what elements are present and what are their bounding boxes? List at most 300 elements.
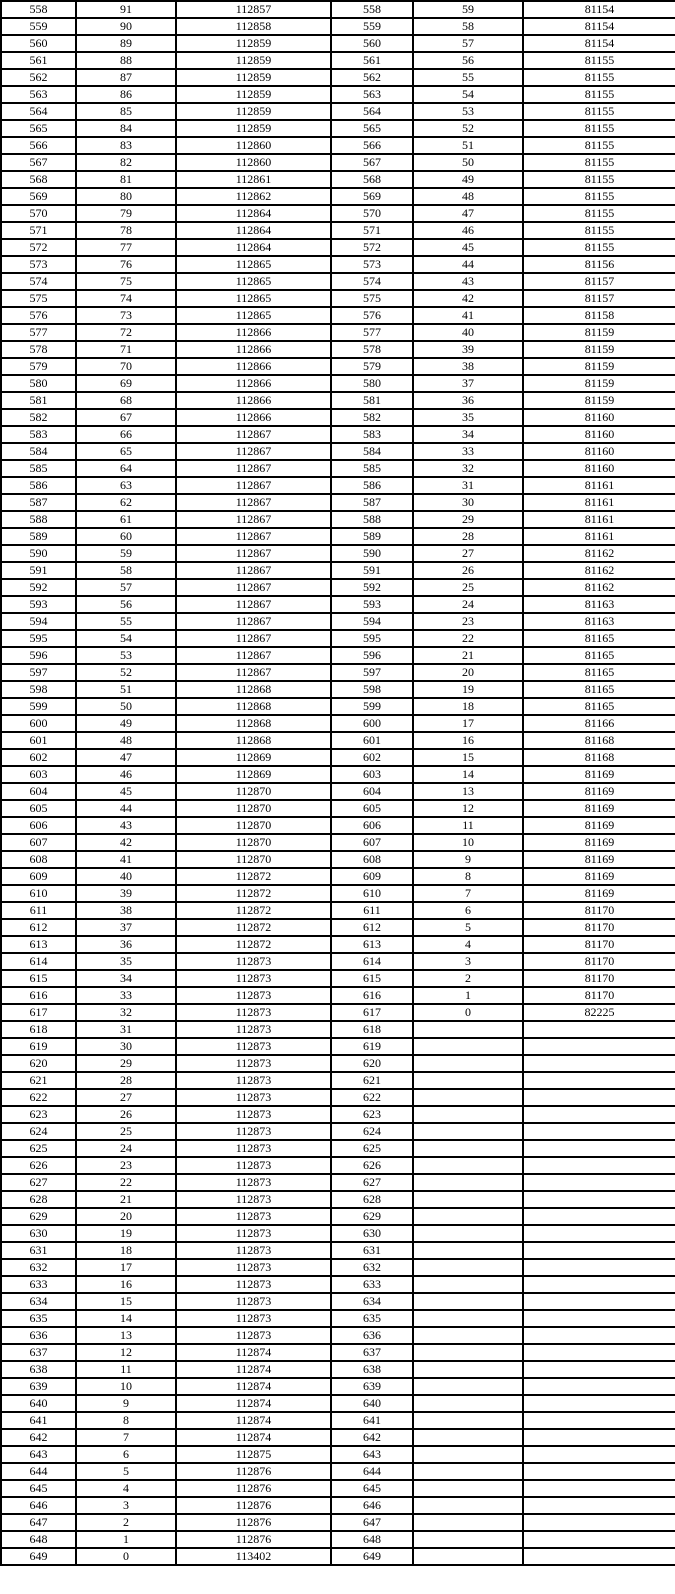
right-score-cell: 614 bbox=[331, 953, 413, 970]
right-cumulative-cell: 81162 bbox=[523, 545, 675, 562]
left-score-cell: 612 bbox=[1, 919, 76, 936]
right-score-cell: 573 bbox=[331, 256, 413, 273]
table-row bbox=[1, 953, 675, 970]
left-score-cell: 591 bbox=[1, 562, 76, 579]
right-count-cell: 18 bbox=[413, 698, 523, 715]
right-score-cell: 644 bbox=[331, 1463, 413, 1480]
right-score-cell: 606 bbox=[331, 817, 413, 834]
right-cumulative-cell bbox=[523, 1242, 675, 1259]
right-count-cell: 10 bbox=[413, 834, 523, 851]
left-cumulative-cell: 112876 bbox=[176, 1480, 331, 1497]
left-score-cell: 621 bbox=[1, 1072, 76, 1089]
table-row bbox=[1, 273, 675, 290]
right-cumulative-cell bbox=[523, 1038, 675, 1055]
right-score-cell: 624 bbox=[331, 1123, 413, 1140]
left-score-cell: 589 bbox=[1, 528, 76, 545]
table-row bbox=[1, 1021, 675, 1038]
left-count-cell: 61 bbox=[76, 511, 176, 528]
right-score-cell: 574 bbox=[331, 273, 413, 290]
table-row bbox=[1, 1327, 675, 1344]
right-score-cell: 572 bbox=[331, 239, 413, 256]
right-count-cell: 6 bbox=[413, 902, 523, 919]
right-count-cell: 58 bbox=[413, 18, 523, 35]
right-score-cell: 604 bbox=[331, 783, 413, 800]
right-cumulative-cell: 81162 bbox=[523, 562, 675, 579]
left-count-cell: 24 bbox=[76, 1140, 176, 1157]
right-score-cell: 565 bbox=[331, 120, 413, 137]
right-count-cell: 32 bbox=[413, 460, 523, 477]
left-cumulative-cell: 112860 bbox=[176, 154, 331, 171]
right-count-cell: 55 bbox=[413, 69, 523, 86]
right-count-cell: 48 bbox=[413, 188, 523, 205]
right-cumulative-cell bbox=[523, 1463, 675, 1480]
left-count-cell: 33 bbox=[76, 987, 176, 1004]
right-score-cell: 640 bbox=[331, 1395, 413, 1412]
left-score-cell: 587 bbox=[1, 494, 76, 511]
right-cumulative-cell: 81155 bbox=[523, 52, 675, 69]
right-score-cell: 581 bbox=[331, 392, 413, 409]
left-count-cell: 65 bbox=[76, 443, 176, 460]
right-count-cell: 14 bbox=[413, 766, 523, 783]
left-count-cell: 12 bbox=[76, 1344, 176, 1361]
right-score-cell: 568 bbox=[331, 171, 413, 188]
left-count-cell: 72 bbox=[76, 324, 176, 341]
right-count-cell bbox=[413, 1055, 523, 1072]
left-count-cell: 39 bbox=[76, 885, 176, 902]
left-cumulative-cell: 112873 bbox=[176, 1004, 331, 1021]
table-row bbox=[1, 1480, 675, 1497]
left-cumulative-cell: 112865 bbox=[176, 290, 331, 307]
table-row bbox=[1, 1225, 675, 1242]
left-count-cell: 26 bbox=[76, 1106, 176, 1123]
left-score-cell: 593 bbox=[1, 596, 76, 613]
table-row bbox=[1, 443, 675, 460]
right-score-cell: 642 bbox=[331, 1429, 413, 1446]
left-score-cell: 574 bbox=[1, 273, 76, 290]
table-row bbox=[1, 1191, 675, 1208]
right-cumulative-cell: 81168 bbox=[523, 749, 675, 766]
right-cumulative-cell: 81157 bbox=[523, 290, 675, 307]
right-score-cell: 600 bbox=[331, 715, 413, 732]
left-count-cell: 30 bbox=[76, 1038, 176, 1055]
left-score-cell: 596 bbox=[1, 647, 76, 664]
left-cumulative-cell: 112875 bbox=[176, 1446, 331, 1463]
right-cumulative-cell bbox=[523, 1310, 675, 1327]
right-cumulative-cell: 81165 bbox=[523, 630, 675, 647]
left-score-cell: 600 bbox=[1, 715, 76, 732]
right-count-cell: 0 bbox=[413, 1004, 523, 1021]
left-count-cell: 71 bbox=[76, 341, 176, 358]
left-score-cell: 624 bbox=[1, 1123, 76, 1140]
right-cumulative-cell: 81169 bbox=[523, 783, 675, 800]
left-cumulative-cell: 112869 bbox=[176, 749, 331, 766]
right-cumulative-cell: 81155 bbox=[523, 86, 675, 103]
left-count-cell: 78 bbox=[76, 222, 176, 239]
left-cumulative-cell: 112859 bbox=[176, 103, 331, 120]
right-score-cell: 612 bbox=[331, 919, 413, 936]
left-score-cell: 573 bbox=[1, 256, 76, 273]
right-score-cell: 608 bbox=[331, 851, 413, 868]
right-score-cell: 610 bbox=[331, 885, 413, 902]
left-cumulative-cell: 112866 bbox=[176, 324, 331, 341]
right-score-cell: 592 bbox=[331, 579, 413, 596]
table-row bbox=[1, 647, 675, 664]
right-cumulative-cell bbox=[523, 1327, 675, 1344]
right-count-cell bbox=[413, 1259, 523, 1276]
right-cumulative-cell: 81160 bbox=[523, 460, 675, 477]
left-count-cell: 58 bbox=[76, 562, 176, 579]
left-score-cell: 560 bbox=[1, 35, 76, 52]
left-score-cell: 615 bbox=[1, 970, 76, 987]
left-cumulative-cell: 112873 bbox=[176, 1072, 331, 1089]
right-cumulative-cell: 81155 bbox=[523, 222, 675, 239]
right-score-cell: 571 bbox=[331, 222, 413, 239]
left-score-cell: 626 bbox=[1, 1157, 76, 1174]
left-cumulative-cell: 112873 bbox=[176, 1157, 331, 1174]
table-row bbox=[1, 494, 675, 511]
left-count-cell: 84 bbox=[76, 120, 176, 137]
right-count-cell: 12 bbox=[413, 800, 523, 817]
left-count-cell: 29 bbox=[76, 1055, 176, 1072]
left-score-cell: 627 bbox=[1, 1174, 76, 1191]
left-score-cell: 570 bbox=[1, 205, 76, 222]
right-cumulative-cell: 81169 bbox=[523, 834, 675, 851]
table-row bbox=[1, 120, 675, 137]
left-score-cell: 575 bbox=[1, 290, 76, 307]
right-score-cell: 616 bbox=[331, 987, 413, 1004]
left-cumulative-cell: 112859 bbox=[176, 120, 331, 137]
left-count-cell: 63 bbox=[76, 477, 176, 494]
right-cumulative-cell: 81154 bbox=[523, 35, 675, 52]
left-count-cell: 20 bbox=[76, 1208, 176, 1225]
left-cumulative-cell: 112870 bbox=[176, 834, 331, 851]
left-count-cell: 1 bbox=[76, 1531, 176, 1548]
left-count-cell: 34 bbox=[76, 970, 176, 987]
right-score-cell: 560 bbox=[331, 35, 413, 52]
table-row bbox=[1, 1310, 675, 1327]
table-row bbox=[1, 681, 675, 698]
left-cumulative-cell: 112868 bbox=[176, 681, 331, 698]
right-count-cell bbox=[413, 1514, 523, 1531]
left-cumulative-cell: 112873 bbox=[176, 1293, 331, 1310]
left-cumulative-cell: 112867 bbox=[176, 664, 331, 681]
table-row bbox=[1, 290, 675, 307]
left-cumulative-cell: 112870 bbox=[176, 800, 331, 817]
left-score-cell: 607 bbox=[1, 834, 76, 851]
table-row bbox=[1, 1361, 675, 1378]
right-cumulative-cell bbox=[523, 1208, 675, 1225]
left-score-cell: 647 bbox=[1, 1514, 76, 1531]
right-count-cell bbox=[413, 1038, 523, 1055]
left-score-cell: 582 bbox=[1, 409, 76, 426]
right-cumulative-cell: 81154 bbox=[523, 1, 675, 18]
table-row bbox=[1, 1412, 675, 1429]
right-cumulative-cell: 81157 bbox=[523, 273, 675, 290]
left-count-cell: 87 bbox=[76, 69, 176, 86]
right-count-cell: 27 bbox=[413, 545, 523, 562]
right-cumulative-cell: 81155 bbox=[523, 239, 675, 256]
left-count-cell: 10 bbox=[76, 1378, 176, 1395]
left-cumulative-cell: 112873 bbox=[176, 953, 331, 970]
right-count-cell: 36 bbox=[413, 392, 523, 409]
left-score-cell: 604 bbox=[1, 783, 76, 800]
right-count-cell bbox=[413, 1480, 523, 1497]
right-count-cell: 46 bbox=[413, 222, 523, 239]
left-count-cell: 16 bbox=[76, 1276, 176, 1293]
right-count-cell bbox=[413, 1327, 523, 1344]
left-score-cell: 597 bbox=[1, 664, 76, 681]
right-score-cell: 648 bbox=[331, 1531, 413, 1548]
left-cumulative-cell: 112866 bbox=[176, 375, 331, 392]
right-cumulative-cell: 81155 bbox=[523, 103, 675, 120]
table-row bbox=[1, 1, 675, 18]
right-cumulative-cell: 81163 bbox=[523, 596, 675, 613]
table-row bbox=[1, 392, 675, 409]
left-cumulative-cell: 112872 bbox=[176, 919, 331, 936]
left-count-cell: 83 bbox=[76, 137, 176, 154]
left-cumulative-cell: 112867 bbox=[176, 579, 331, 596]
left-cumulative-cell: 112873 bbox=[176, 987, 331, 1004]
left-count-cell: 85 bbox=[76, 103, 176, 120]
right-cumulative-cell: 81158 bbox=[523, 307, 675, 324]
left-score-cell: 606 bbox=[1, 817, 76, 834]
left-cumulative-cell: 112867 bbox=[176, 545, 331, 562]
right-score-cell: 595 bbox=[331, 630, 413, 647]
table-row bbox=[1, 596, 675, 613]
table-row bbox=[1, 613, 675, 630]
right-cumulative-cell: 81155 bbox=[523, 69, 675, 86]
left-count-cell: 0 bbox=[76, 1548, 176, 1565]
right-score-cell: 580 bbox=[331, 375, 413, 392]
right-score-cell: 583 bbox=[331, 426, 413, 443]
table-row bbox=[1, 1531, 675, 1548]
left-count-cell: 44 bbox=[76, 800, 176, 817]
left-score-cell: 565 bbox=[1, 120, 76, 137]
right-cumulative-cell bbox=[523, 1480, 675, 1497]
right-cumulative-cell: 81161 bbox=[523, 494, 675, 511]
right-score-cell: 617 bbox=[331, 1004, 413, 1021]
left-count-cell: 80 bbox=[76, 188, 176, 205]
right-cumulative-cell bbox=[523, 1293, 675, 1310]
right-count-cell: 17 bbox=[413, 715, 523, 732]
right-count-cell bbox=[413, 1225, 523, 1242]
right-score-cell: 636 bbox=[331, 1327, 413, 1344]
left-score-cell: 595 bbox=[1, 630, 76, 647]
left-score-cell: 623 bbox=[1, 1106, 76, 1123]
left-score-cell: 567 bbox=[1, 154, 76, 171]
right-score-cell: 570 bbox=[331, 205, 413, 222]
left-score-cell: 561 bbox=[1, 52, 76, 69]
right-cumulative-cell: 81160 bbox=[523, 409, 675, 426]
left-score-cell: 619 bbox=[1, 1038, 76, 1055]
right-score-cell: 637 bbox=[331, 1344, 413, 1361]
right-count-cell: 31 bbox=[413, 477, 523, 494]
right-cumulative-cell: 81160 bbox=[523, 426, 675, 443]
left-score-cell: 609 bbox=[1, 868, 76, 885]
right-score-cell: 597 bbox=[331, 664, 413, 681]
table-row bbox=[1, 1208, 675, 1225]
right-score-cell: 609 bbox=[331, 868, 413, 885]
left-cumulative-cell: 113402 bbox=[176, 1548, 331, 1565]
table-row bbox=[1, 528, 675, 545]
right-count-cell bbox=[413, 1106, 523, 1123]
left-count-cell: 59 bbox=[76, 545, 176, 562]
table-row bbox=[1, 919, 675, 936]
table-row bbox=[1, 86, 675, 103]
left-count-cell: 74 bbox=[76, 290, 176, 307]
table-row bbox=[1, 426, 675, 443]
right-cumulative-cell: 81155 bbox=[523, 137, 675, 154]
table-row bbox=[1, 902, 675, 919]
right-count-cell: 47 bbox=[413, 205, 523, 222]
left-count-cell: 38 bbox=[76, 902, 176, 919]
left-count-cell: 11 bbox=[76, 1361, 176, 1378]
right-cumulative-cell: 81159 bbox=[523, 341, 675, 358]
table-row bbox=[1, 579, 675, 596]
left-score-cell: 641 bbox=[1, 1412, 76, 1429]
left-score-cell: 625 bbox=[1, 1140, 76, 1157]
left-score-cell: 622 bbox=[1, 1089, 76, 1106]
left-count-cell: 51 bbox=[76, 681, 176, 698]
right-score-cell: 630 bbox=[331, 1225, 413, 1242]
right-count-cell bbox=[413, 1463, 523, 1480]
right-count-cell: 52 bbox=[413, 120, 523, 137]
right-score-cell: 561 bbox=[331, 52, 413, 69]
left-count-cell: 46 bbox=[76, 766, 176, 783]
table-row bbox=[1, 1004, 675, 1021]
left-score-cell: 584 bbox=[1, 443, 76, 460]
left-count-cell: 23 bbox=[76, 1157, 176, 1174]
left-count-cell: 49 bbox=[76, 715, 176, 732]
left-cumulative-cell: 112867 bbox=[176, 647, 331, 664]
table-row bbox=[1, 817, 675, 834]
right-count-cell bbox=[413, 1123, 523, 1140]
left-count-cell: 48 bbox=[76, 732, 176, 749]
left-cumulative-cell: 112874 bbox=[176, 1361, 331, 1378]
right-cumulative-cell: 81161 bbox=[523, 511, 675, 528]
left-cumulative-cell: 112873 bbox=[176, 1021, 331, 1038]
left-cumulative-cell: 112873 bbox=[176, 1276, 331, 1293]
left-count-cell: 79 bbox=[76, 205, 176, 222]
left-count-cell: 19 bbox=[76, 1225, 176, 1242]
right-cumulative-cell: 81165 bbox=[523, 664, 675, 681]
left-count-cell: 67 bbox=[76, 409, 176, 426]
right-count-cell bbox=[413, 1242, 523, 1259]
left-count-cell: 37 bbox=[76, 919, 176, 936]
left-count-cell: 82 bbox=[76, 154, 176, 171]
right-count-cell: 57 bbox=[413, 35, 523, 52]
left-count-cell: 69 bbox=[76, 375, 176, 392]
right-count-cell bbox=[413, 1157, 523, 1174]
right-count-cell bbox=[413, 1310, 523, 1327]
left-cumulative-cell: 112868 bbox=[176, 698, 331, 715]
right-cumulative-cell bbox=[523, 1225, 675, 1242]
right-cumulative-cell bbox=[523, 1514, 675, 1531]
right-cumulative-cell bbox=[523, 1055, 675, 1072]
right-count-cell: 37 bbox=[413, 375, 523, 392]
table-row bbox=[1, 783, 675, 800]
right-count-cell: 41 bbox=[413, 307, 523, 324]
table-row bbox=[1, 851, 675, 868]
left-count-cell: 76 bbox=[76, 256, 176, 273]
right-cumulative-cell: 81165 bbox=[523, 647, 675, 664]
right-count-cell bbox=[413, 1276, 523, 1293]
left-count-cell: 75 bbox=[76, 273, 176, 290]
right-count-cell: 5 bbox=[413, 919, 523, 936]
left-count-cell: 47 bbox=[76, 749, 176, 766]
table-row bbox=[1, 205, 675, 222]
right-count-cell: 3 bbox=[413, 953, 523, 970]
left-score-cell: 638 bbox=[1, 1361, 76, 1378]
table-row bbox=[1, 154, 675, 171]
left-count-cell: 68 bbox=[76, 392, 176, 409]
left-score-cell: 639 bbox=[1, 1378, 76, 1395]
right-score-cell: 558 bbox=[331, 1, 413, 18]
left-cumulative-cell: 112862 bbox=[176, 188, 331, 205]
right-count-cell: 34 bbox=[413, 426, 523, 443]
right-score-cell: 588 bbox=[331, 511, 413, 528]
table-row bbox=[1, 477, 675, 494]
left-score-cell: 577 bbox=[1, 324, 76, 341]
table-row bbox=[1, 987, 675, 1004]
right-count-cell: 40 bbox=[413, 324, 523, 341]
right-count-cell: 20 bbox=[413, 664, 523, 681]
right-score-cell: 643 bbox=[331, 1446, 413, 1463]
right-count-cell: 29 bbox=[413, 511, 523, 528]
right-score-cell: 635 bbox=[331, 1310, 413, 1327]
left-count-cell: 90 bbox=[76, 18, 176, 35]
table-row bbox=[1, 1242, 675, 1259]
right-count-cell bbox=[413, 1412, 523, 1429]
right-cumulative-cell: 81155 bbox=[523, 154, 675, 171]
left-count-cell: 35 bbox=[76, 953, 176, 970]
right-count-cell: 25 bbox=[413, 579, 523, 596]
left-count-cell: 18 bbox=[76, 1242, 176, 1259]
left-cumulative-cell: 112876 bbox=[176, 1497, 331, 1514]
left-cumulative-cell: 112870 bbox=[176, 817, 331, 834]
right-cumulative-cell bbox=[523, 1106, 675, 1123]
right-count-cell: 9 bbox=[413, 851, 523, 868]
table-row bbox=[1, 409, 675, 426]
left-score-cell: 581 bbox=[1, 392, 76, 409]
left-score-cell: 578 bbox=[1, 341, 76, 358]
right-count-cell bbox=[413, 1446, 523, 1463]
left-score-cell: 630 bbox=[1, 1225, 76, 1242]
right-score-cell: 590 bbox=[331, 545, 413, 562]
right-cumulative-cell: 81169 bbox=[523, 817, 675, 834]
right-score-cell: 619 bbox=[331, 1038, 413, 1055]
left-cumulative-cell: 112873 bbox=[176, 1259, 331, 1276]
left-score-cell: 617 bbox=[1, 1004, 76, 1021]
right-cumulative-cell bbox=[523, 1276, 675, 1293]
right-score-cell: 615 bbox=[331, 970, 413, 987]
right-score-cell: 629 bbox=[331, 1208, 413, 1225]
left-count-cell: 88 bbox=[76, 52, 176, 69]
right-score-cell: 631 bbox=[331, 1242, 413, 1259]
right-count-cell: 50 bbox=[413, 154, 523, 171]
right-cumulative-cell: 81159 bbox=[523, 375, 675, 392]
right-score-cell: 576 bbox=[331, 307, 413, 324]
right-count-cell: 13 bbox=[413, 783, 523, 800]
right-score-cell: 562 bbox=[331, 69, 413, 86]
right-count-cell: 16 bbox=[413, 732, 523, 749]
left-cumulative-cell: 112872 bbox=[176, 885, 331, 902]
left-score-cell: 559 bbox=[1, 18, 76, 35]
right-count-cell: 49 bbox=[413, 171, 523, 188]
table-row bbox=[1, 239, 675, 256]
table-row bbox=[1, 1344, 675, 1361]
left-count-cell: 42 bbox=[76, 834, 176, 851]
